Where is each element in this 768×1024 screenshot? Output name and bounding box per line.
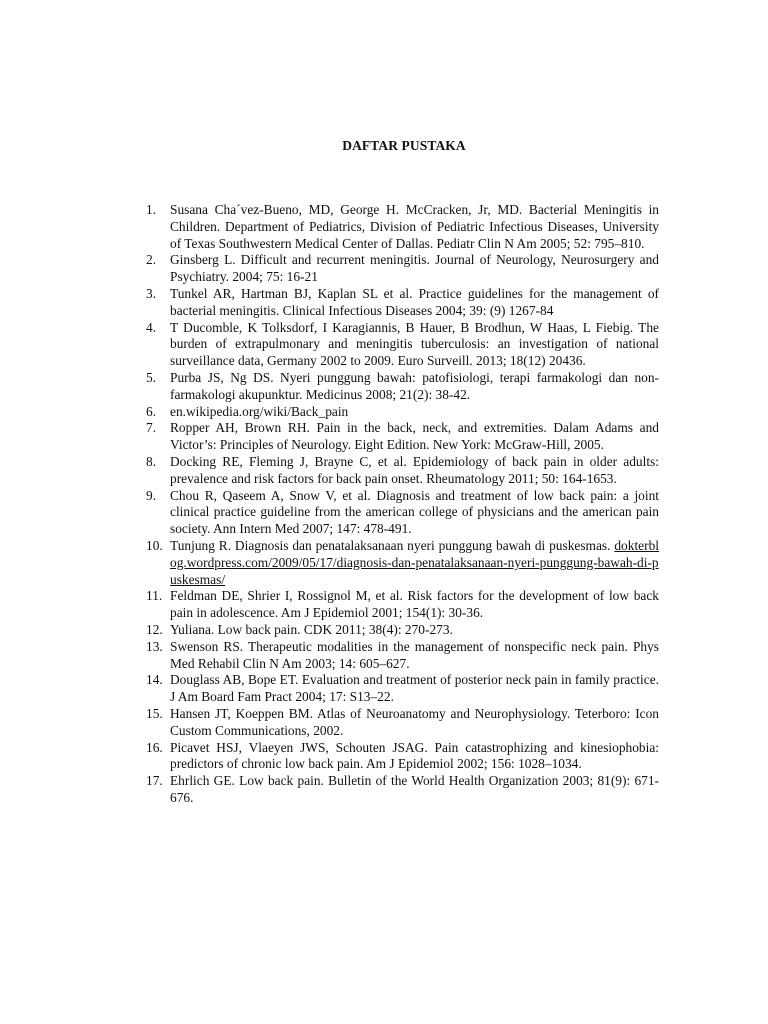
reference-item-13 bbox=[146, 639, 659, 673]
reference-text: en.wikipedia.org/wiki/Back_pain bbox=[170, 403, 349, 419]
reference-item-6 bbox=[146, 404, 659, 421]
reference-item-1 bbox=[146, 202, 659, 252]
reference-number: 4. bbox=[146, 319, 157, 335]
reference-item-17 bbox=[146, 773, 659, 807]
reference-text: Purba JS, Ng DS. Nyeri punggung bawah: patofisiologi, terapi farmakologi dan non-farmakologi akupunktur. Medicinus 2008; 21(2): 38-42. bbox=[170, 369, 659, 402]
reference-number: 8. bbox=[146, 453, 157, 469]
reference-text-with-link bbox=[170, 538, 659, 588]
reference-list bbox=[146, 202, 659, 807]
reference-number: 16. bbox=[146, 739, 163, 755]
reference-text: Docking RE, Fleming J, Brayne C, et al. Epidemiology of back pain in older adults: prevalence and risk factors for back pain onset. Rheumatology 2011; 50: 164-1653. bbox=[170, 453, 659, 486]
reference-number: 7. bbox=[146, 420, 157, 436]
reference-item-8 bbox=[146, 454, 659, 488]
reference-number: 2. bbox=[146, 252, 157, 268]
reference-number: 1. bbox=[146, 202, 157, 217]
reference-item-5 bbox=[146, 370, 659, 404]
reference-item-16 bbox=[146, 740, 659, 774]
reference-item-11 bbox=[146, 588, 659, 622]
reference-text: Tunkel AR, Hartman BJ, Kaplan SL et al. Practice guidelines for the management of bacterial meningitis. Clinical Infectious Diseases 2004; 39: (9) 1267-84 bbox=[170, 285, 659, 318]
reference-text: Douglass AB, Bope ET. Evaluation and treatment of posterior neck pain in family practice. J Am Board Fam Pract 2004; 17: S13–22. bbox=[170, 672, 659, 705]
reference-item-7 bbox=[146, 420, 659, 454]
reference-text: Yuliana. Low back pain. CDK 2011; 38(4): 270-273. bbox=[170, 621, 453, 637]
reference-item-9 bbox=[146, 488, 659, 538]
reference-url-link[interactable]: dokterblog.wordpress.com/2009/05/17/diagnosis-dan-penatalaksanaan-nyeri-punggung-bawah-di-puskesmas/ bbox=[170, 537, 659, 587]
reference-item-12 bbox=[146, 622, 659, 639]
reference-item-14 bbox=[146, 672, 659, 706]
reference-text: Hansen JT, Koeppen BM. Atlas of Neuroanatomy and Neurophysiology. Teterboro: Icon Custom Communications, 2002. bbox=[170, 705, 659, 738]
reference-text: Tunjung R. Diagnosis dan penatalaksanaan nyeri punggung bawah di puskesmas. bbox=[170, 537, 611, 553]
reference-number: 9. bbox=[146, 487, 157, 503]
reference-item-10 bbox=[146, 538, 659, 588]
reference-number: 12. bbox=[146, 621, 163, 637]
reference-number: 10. bbox=[146, 537, 163, 553]
reference-text: Picavet HSJ, Vlaeyen JWS, Schouten JSAG. Pain catastrophizing and kinesiophobia: predictors of chronic low back pain. Am J Epidemiol 2002; 156: 1028–1034. bbox=[170, 739, 659, 772]
reference-number: 3. bbox=[146, 285, 157, 301]
reference-text: Susana Cha´vez-Bueno, MD, George H. McCracken, Jr, MD. Bacterial Meningitis in Children. Department of Pediatrics, Division of Pediatric Infectious Diseases, University of Texas Southwestern Medical Center of Dallas. Pediatr Clin N Am 2005; 52: 795–810. bbox=[170, 202, 659, 251]
reference-text: Feldman DE, Shrier I, Rossignol M, et al. Risk factors for the development of low back pain in adolescence. Am J Epidemiol 2001; 154(1): 30-36. bbox=[170, 588, 659, 621]
reference-item-4 bbox=[146, 320, 659, 370]
reference-text: Chou R, Qaseem A, Snow V, et al. Diagnosis and treatment of low back pain: a joint clinical practice guideline from the american college of physicians and the american pain society. Ann Intern Med 2007; 147: 478-491. bbox=[170, 487, 659, 537]
reference-number: 11. bbox=[146, 588, 163, 604]
reference-text: Ropper AH, Brown RH. Pain in the back, neck, and extremities. Dalam Adams and Victor’s: Principles of Neurology. Eight Edition. New York: McGraw-Hill, 2005. bbox=[170, 420, 659, 453]
reference-number: 13. bbox=[146, 638, 163, 654]
reference-text: Ehrlich GE. Low back pain. Bulletin of the World Health Organization 2003; 81(9): 671-676. bbox=[170, 773, 659, 805]
reference-item-2 bbox=[146, 252, 659, 286]
reference-text: Swenson RS. Therapeutic modalities in the management of nonspecific neck pain. Phys Med Rehabil Clin N Am 2003; 14: 605–627. bbox=[170, 638, 659, 671]
reference-item-3 bbox=[146, 286, 659, 320]
page-title: DAFTAR PUSTAKA bbox=[342, 138, 466, 153]
reference-number: 15. bbox=[146, 705, 163, 721]
reference-text: T Ducomble, K Tolksdorf, I Karagiannis, B Hauer, B Brodhun, W Haas, L Fiebig. The burden of extrapulmonary and meningitis tuberculosis: an investigation of national surveillance data, Germany 2002 to 2009. Euro Surveill. 2013; 18(12) 20436. bbox=[170, 319, 659, 369]
reference-number: 14. bbox=[146, 672, 163, 688]
reference-text: Ginsberg L. Difficult and recurrent meningitis. Journal of Neurology, Neurosurgery and Psychiatry. 2004; 75: 16-21 bbox=[170, 252, 659, 285]
reference-number: 5. bbox=[146, 369, 157, 385]
reference-number: 17. bbox=[146, 773, 163, 789]
reference-item-15 bbox=[146, 706, 659, 740]
reference-number: 6. bbox=[146, 403, 157, 419]
